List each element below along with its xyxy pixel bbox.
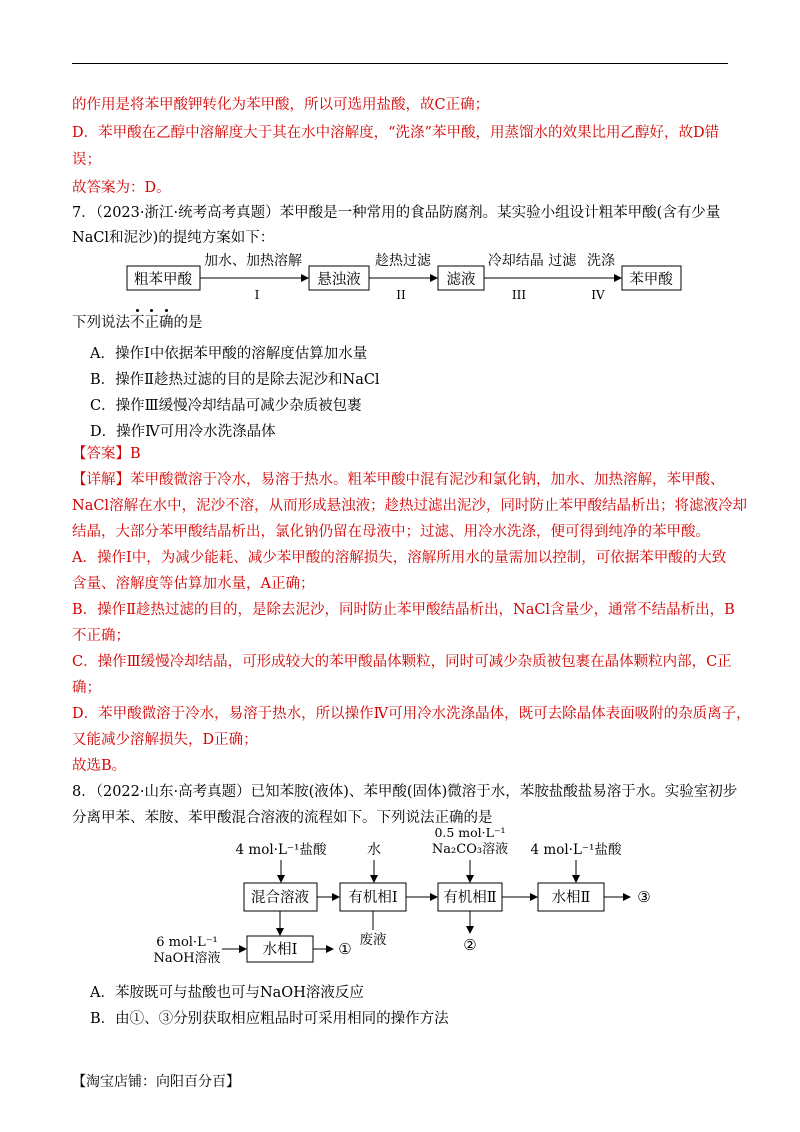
q7-detail-tag: 【详解】: [72, 472, 130, 488]
q8-out1-label: ①: [338, 940, 352, 958]
q7-answer-tag: 【答案】: [72, 446, 130, 462]
q7-conclusion: 故选B。: [72, 758, 127, 774]
q7-stem-line2: NaCl和泥沙)的提纯方案如下：: [72, 230, 275, 246]
q8-stem-line2: 分离甲苯、苯胺、苯甲酸混合溶液的流程如下。下列说法正确的是: [72, 810, 493, 826]
q8-waste-label: 废液: [359, 932, 387, 948]
q7-explain-b-line1: B．操作Ⅱ趁热过滤的目的，是除去泥沙，同时防止苯甲酸结晶析出，NaCl含量少，通常不结晶析出，B: [72, 602, 735, 618]
q8-naoh-conc-label: 6 mol·L⁻¹: [156, 935, 218, 950]
q7-step1-label: 加水、加热溶解: [204, 253, 302, 269]
prev-option-d-line: D．苯甲酸在乙醇中溶解度大于其在水中溶解度，“洗涤”苯甲酸，用蒸馏水的效果比用乙醇好，故D错: [72, 125, 720, 141]
q8-box-org2-label: 有机相Ⅱ: [443, 890, 497, 906]
q7-ask-emph-3: 确: [159, 315, 174, 331]
q7-detail-line3: 结晶，大部分苯甲酸结晶析出，氯化钠仍留在母液中；过滤、用冷水洗涤，便可得到纯净的苯甲酸。: [72, 524, 710, 540]
q8-water-label: 水: [367, 842, 381, 858]
q7-option-b: B．操作Ⅱ趁热过滤的目的是除去泥沙和NaCl: [90, 372, 380, 388]
q8-stem-line1: 8．（2022·山东·高考真题）已知苯胺(液体)、苯甲酸(固体)微溶于水，苯胺盐酸盐易溶于水。实验室初步: [72, 784, 738, 800]
q8-hcl1-label: 4 mol·L⁻¹盐酸: [235, 842, 327, 858]
q8-option-a: A．苯胺既可与盐酸也可与NaOH溶液反应: [90, 985, 364, 1001]
prev-answer-line: 故答案为：D。: [72, 180, 171, 196]
q7-ask-post: 的是: [173, 315, 203, 331]
q7-step3-num: III: [511, 288, 527, 302]
q7-detail-line2: NaCl溶解在水中，泥沙不溶，从而形成悬浊液；趁热过滤出泥沙，同时防止苯甲酸结晶析出；将滤液冷却: [72, 498, 748, 514]
q7-ask-pre: 下列说法: [72, 315, 130, 331]
q7-step2-num: II: [396, 288, 406, 302]
q7-step1-num: I: [254, 288, 260, 302]
q7-step4-label: 洗涤: [587, 253, 615, 269]
q7-step3-label: 冷却结晶 过滤: [487, 253, 577, 269]
q7-explain-a-line2: 含量、溶解度等估算加水量，A正确；: [72, 576, 315, 592]
q8-hcl2-label: 4 mol·L⁻¹盐酸: [530, 842, 622, 858]
q8-box-aq1-label: 水相Ⅰ: [262, 942, 298, 958]
q7-box-suspension-label: 悬浊液: [317, 272, 361, 288]
q7-stem-line1: 7．（2023·浙江·统考高考真题）苯甲酸是一种常用的食品防腐剂。某实验小组设计粗苯甲酸(含有少量: [72, 205, 721, 221]
q7-explain-d-line2: 又能减少溶解损失，D正确；: [72, 732, 258, 748]
prev-explanation-line: 的作用是将苯甲酸钾转化为苯甲酸，所以可选用盐酸，故C正确；: [72, 97, 490, 113]
q7-option-a: A．操作Ⅰ中依据苯甲酸的溶解度估算加水量: [90, 346, 368, 362]
q7-ask: [72, 313, 203, 333]
q8-box-aq2-label: 水相Ⅱ: [551, 890, 591, 906]
q7-answer: [72, 444, 141, 464]
q8-option-b: B．由①、③分别获取相应粗品时可采用相同的操作方法: [90, 1011, 449, 1027]
q7-explain-c-line1: C．操作Ⅲ缓慢冷却结晶，可形成较大的苯甲酸晶体颗粒，同时可减少杂质被包裹在晶体颗粒内部，C正: [72, 654, 732, 670]
q8-out3-label: ③: [637, 888, 651, 906]
q7-ask-emph-1: 不: [130, 315, 145, 331]
q7-box-crude-label: 粗苯甲酸: [134, 272, 192, 288]
q8-naoh-label: NaOH溶液: [153, 951, 221, 966]
footer-shop-label: 【淘宝店铺：向阳百分百】: [72, 1074, 240, 1090]
q8-box-org1-label: 有机相Ⅰ: [348, 890, 398, 906]
q8-box-mix-label: 混合溶液: [251, 890, 309, 906]
q8-na2co3-label: Na₂CO₃溶液: [431, 842, 509, 857]
q7-explain-b-line2: 不正确；: [72, 628, 130, 644]
q7-explain-a-line1: A．操作Ⅰ中，为减少能耗、减少苯甲酸的溶解损失，溶解所用水的量需加以控制，可依据苯甲酸的大致: [72, 550, 727, 566]
q7-explain-c-line2: 确；: [72, 680, 101, 696]
q7-option-d: D．操作Ⅳ可用冷水洗涤晶体: [90, 424, 276, 440]
q7-detail-line1: 【详解】苯甲酸微溶于冷水，易溶于热水。粗苯甲酸中混有泥沙和氯化钠，加水、加热溶解，苯甲酸、: [72, 472, 725, 488]
prev-option-d-line-cont: 误；: [72, 152, 101, 168]
q7-answer-value: B: [130, 446, 141, 462]
q7-explain-d-line1: D．苯甲酸微溶于冷水，易溶于热水，所以操作Ⅳ可用冷水洗涤晶体，既可去除晶体表面吸附的杂质离子，: [72, 706, 751, 722]
q7-box-product-label: 苯甲酸: [629, 272, 673, 288]
q7-ask-emph-2: 正: [145, 315, 160, 331]
q7-step4-num: IV: [591, 288, 605, 302]
q7-option-c: C．操作Ⅲ缓慢冷却结晶可减少杂质被包裹: [90, 398, 362, 414]
q8-out2-label: ②: [463, 936, 477, 954]
q8-na2co3-conc-label: 0.5 mol·L⁻¹: [434, 825, 506, 840]
q7-box-filtrate-label: 滤液: [446, 272, 476, 288]
q7-step2-label: 趁热过滤: [375, 253, 431, 269]
